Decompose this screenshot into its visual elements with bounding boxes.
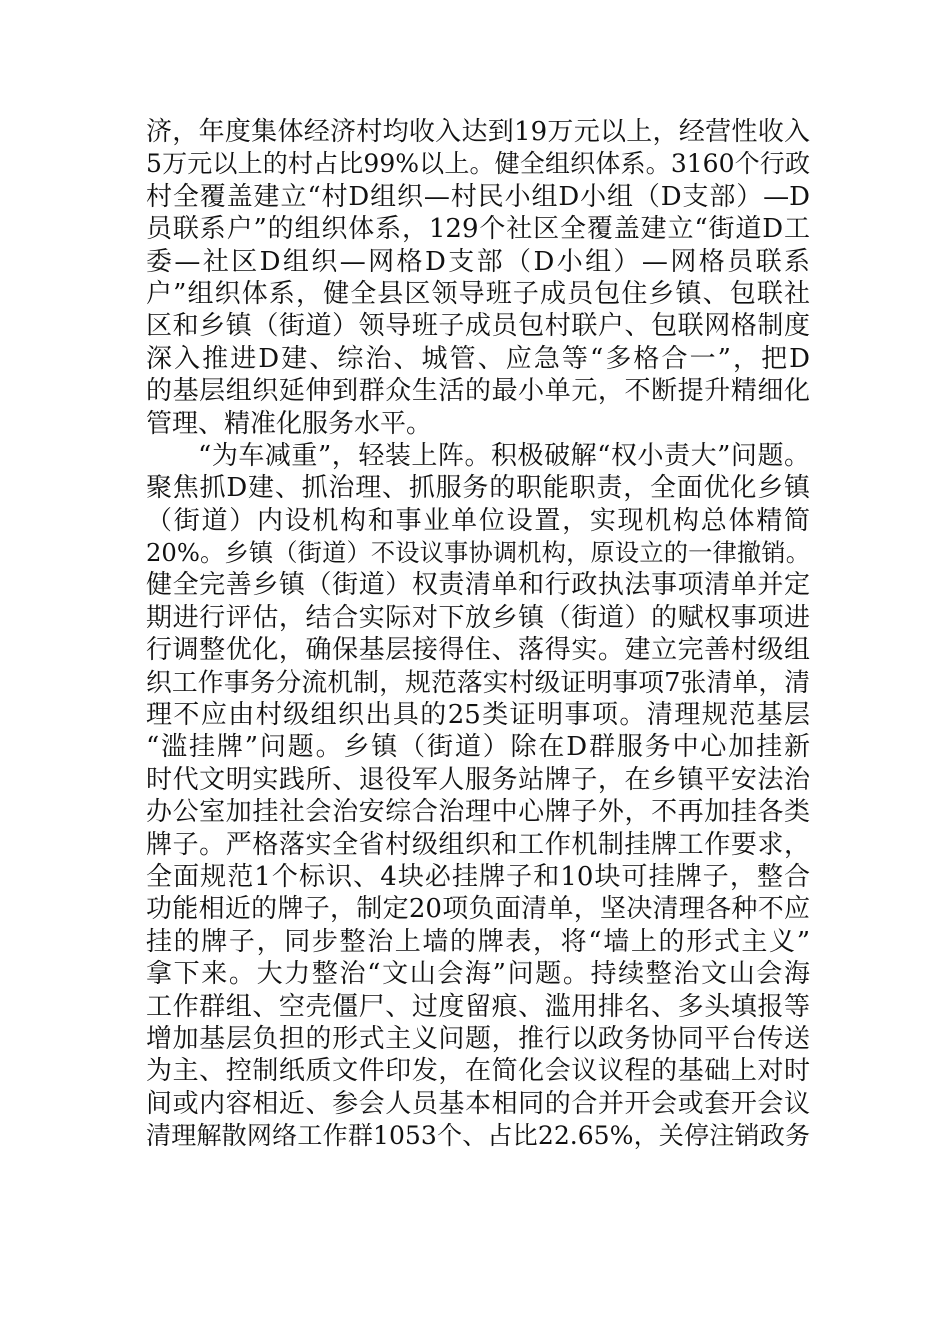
text-line: 织工作事务分流机制，规范落实村级证明事项7张清单，清 [146, 667, 810, 698]
text-line: 济，年度集体经济村均收入达到19万元以上，经营性收入 [146, 117, 810, 147]
text-line: 全面规范1个标识、4块必挂牌子和10块可挂牌子，整合 [146, 861, 810, 892]
paragraph-first-line: “为车减重”，轻装上阵。积极破解“权小责大”问题。 [198, 440, 810, 471]
text-line: 功能相近的牌子，制定20项负面清单，坚决清理各种不应 [146, 894, 810, 925]
text-line: 期进行评估，结合实际对下放乡镇（街道）的赋权事项进 [146, 602, 810, 633]
text-line: 挂的牌子，同步整治上墙的牌表，将“墙上的形式主义” [146, 926, 810, 957]
text-line: 健全完善乡镇（街道）权责清单和行政执法事项清单并定 [146, 570, 810, 601]
text-line: 时代文明实践所、退役军人服务站牌子，在乡镇平安法治 [146, 764, 810, 795]
text-line: 的基层组织延伸到群众生活的最小单元，不断提升精细化 [146, 376, 810, 407]
text-line: 员联系户”的组织体系，129个社区全覆盖建立“街道D工 [146, 214, 810, 245]
text-line: 区和乡镇（街道）领导班子成员包村联户、包联网格制度 [146, 311, 810, 342]
text-line: 20%。乡镇（街道）不设议事协调机构，原设立的一律撤销。 [146, 538, 810, 568]
text-line: 深入推进D建、综治、城管、应急等“多格合一”，把D [146, 343, 810, 374]
text-line: 委—社区D组织—网格D支部（D小组）—网格员联系 [146, 246, 810, 277]
text-line: 行调整优化，确保基层接得住、落得实。建立完善村级组 [146, 635, 810, 666]
text-line: 增加基层负担的形式主义问题，推行以政务协同平台传送 [146, 1023, 810, 1054]
body-text [146, 116, 810, 1153]
text-line: 间或内容相近、参会人员基本相同的合并开会或套开会议 [146, 1088, 810, 1119]
text-line: “滥挂牌”问题。乡镇（街道）除在D群服务中心加挂新 [146, 732, 810, 763]
text-line: 户”组织体系，健全县区领导班子成员包住乡镇、包联社 [146, 278, 810, 309]
text-line: 村全覆盖建立“村D组织—村民小组D小组（D支部）—D [146, 181, 810, 212]
text-line: 5万元以上的村占比99%以上。健全组织体系。3160个行政 [146, 149, 810, 179]
text-line: （街道）内设机构和事业单位设置，实现机构总体精简 [146, 505, 810, 536]
text-line: 管理、精准化服务水平。 [146, 408, 433, 439]
text-line: 拿下来。大力整治“文山会海”问题。持续整治文山会海 [146, 959, 810, 990]
text-line: 办公室加挂社会治安综合治理中心牌子外，不再加挂各类 [146, 797, 810, 828]
text-line: 牌子。严格落实全省村级组织和工作机制挂牌工作要求， [146, 829, 810, 860]
text-line: 为主、控制纸质文件印发，在简化会议议程的基础上对时 [146, 1056, 810, 1087]
text-line: 聚焦抓D建、抓治理、抓服务的职能职责，全面优化乡镇 [146, 473, 810, 504]
text-line: 清理解散网络工作群1053个、占比22.65%，关停注销政务 [146, 1121, 810, 1151]
text-line: 理不应由村级组织出具的25类证明事项。清理规范基层 [146, 700, 810, 731]
text-line: 工作群组、空壳僵尸、过度留痕、滥用排名、多头填报等 [146, 991, 810, 1022]
